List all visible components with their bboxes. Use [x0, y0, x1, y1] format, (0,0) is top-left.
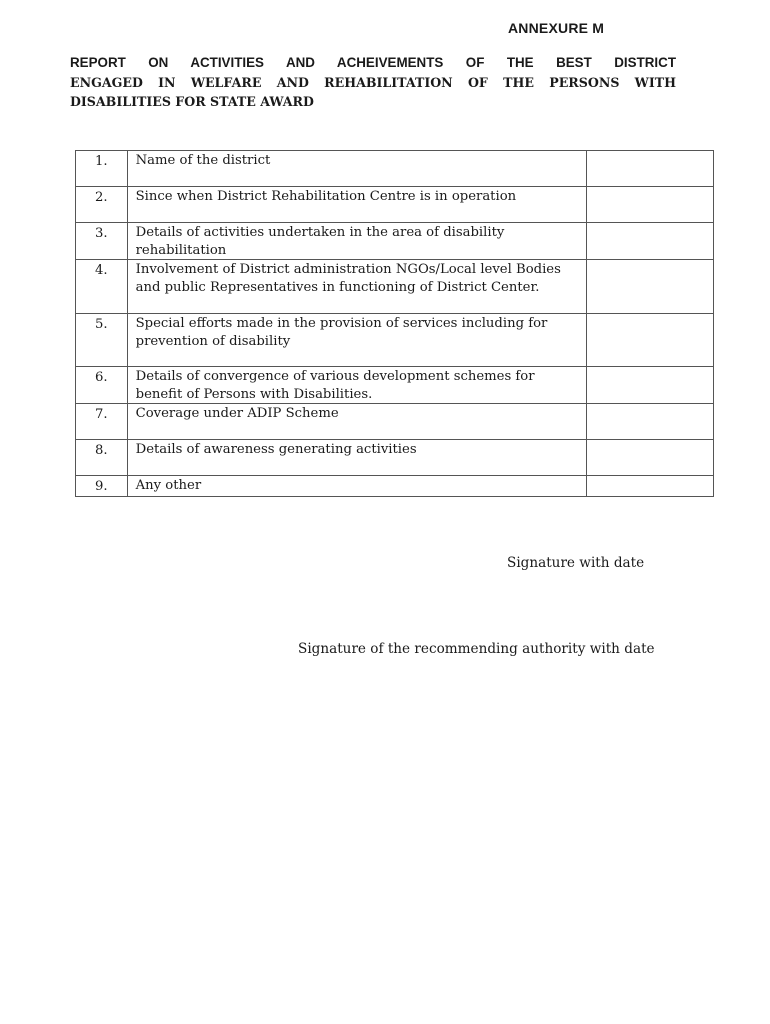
row-description: Details of convergence of various development schemes for benefit of Persons with Disabilities.	[127, 367, 586, 404]
row-response-cell[interactable]	[586, 367, 713, 404]
report-table	[75, 150, 714, 497]
signature-with-date: Signature with date	[507, 555, 645, 571]
row-description: Coverage under ADIP Scheme	[127, 404, 586, 440]
row-number: 1.	[76, 151, 128, 187]
row-number: 6.	[76, 367, 128, 404]
table-row	[76, 187, 714, 223]
table-row	[76, 404, 714, 440]
heading-line-1: REPORT ON ACTIVITIES AND ACHEIVEMENTS OF THE BEST DISTRICT	[70, 55, 676, 70]
row-description: Since when District Rehabilitation Centre is in operation	[127, 187, 586, 223]
row-response-cell[interactable]	[586, 440, 713, 476]
table-row	[76, 151, 714, 187]
row-number: 8.	[76, 440, 128, 476]
table-row	[76, 260, 714, 314]
table-row	[76, 367, 714, 404]
row-response-cell[interactable]	[586, 260, 713, 314]
row-response-cell[interactable]	[586, 223, 713, 260]
row-description: Involvement of District administration NGOs/Local level Bodies and public Representatives in functioning of District Center.	[127, 260, 586, 314]
row-description: Name of the district	[127, 151, 586, 187]
report-heading	[70, 53, 676, 112]
row-description: Details of activities undertaken in the area of disability rehabilitation	[127, 223, 586, 260]
table-row	[76, 476, 714, 497]
heading-line-3: DISABILITIES FOR STATE AWARD	[70, 94, 314, 109]
row-number: 5.	[76, 314, 128, 367]
table-row	[76, 223, 714, 260]
row-response-cell[interactable]	[586, 151, 713, 187]
row-description: Details of awareness generating activities	[127, 440, 586, 476]
heading-line-2: ENGAGED IN WELFARE AND REHABILITATION OF THE PERSONS WITH	[70, 74, 676, 90]
row-number: 9.	[76, 476, 128, 497]
row-number: 3.	[76, 223, 128, 260]
table-row	[76, 440, 714, 476]
row-description: Special efforts made in the provision of services including for prevention of disability	[127, 314, 586, 367]
signature-recommending-authority: Signature of the recommending authority with date	[298, 641, 655, 657]
row-number: 4.	[76, 260, 128, 314]
annexure-label: ANNEXURE M	[508, 20, 605, 36]
row-response-cell[interactable]	[586, 187, 713, 223]
row-response-cell[interactable]	[586, 476, 713, 497]
table-row	[76, 314, 714, 367]
row-response-cell[interactable]	[586, 404, 713, 440]
row-number: 2.	[76, 187, 128, 223]
row-number: 7.	[76, 404, 128, 440]
row-response-cell[interactable]	[586, 314, 713, 367]
row-description: Any other	[127, 476, 586, 497]
